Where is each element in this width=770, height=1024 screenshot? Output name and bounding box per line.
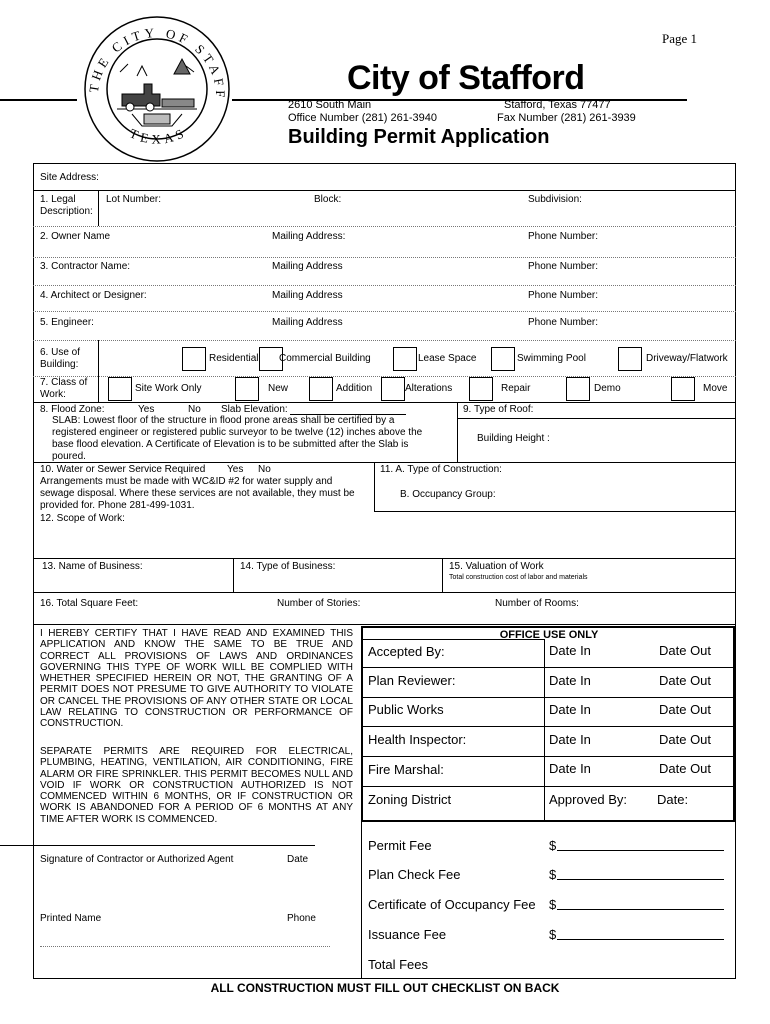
svg-text:TEXAS: TEXAS bbox=[127, 124, 190, 147]
engineer-name-label: 5. Engineer: bbox=[40, 317, 94, 328]
plan-reviewer-label: Plan Reviewer: bbox=[368, 673, 456, 688]
plan-check-fee-label: Plan Check Fee bbox=[368, 867, 461, 882]
plan-reviewer-date-out: Date Out bbox=[659, 673, 712, 688]
accepted-date-out: Date Out bbox=[659, 643, 712, 658]
public-works-label: Public Works bbox=[368, 702, 444, 717]
roof-type-label: 9. Type of Roof: bbox=[463, 404, 534, 415]
form-title: Building Permit Application bbox=[288, 126, 550, 148]
scope-of-work-label: 12. Scope of Work: bbox=[40, 513, 125, 524]
alterations-checkbox[interactable] bbox=[381, 377, 405, 401]
demo-checkbox[interactable] bbox=[566, 377, 590, 401]
permit-fee-dollar: $ bbox=[549, 838, 557, 853]
driveway-flatwork-label: Driveway/Flatwork bbox=[646, 353, 728, 364]
valuation-note: Total construction cost of labor and materials bbox=[449, 574, 588, 581]
zoning-district-label: Zoning District bbox=[368, 792, 452, 807]
city-seal bbox=[82, 14, 232, 164]
class-of-work-label: 7. Class of Work: bbox=[40, 377, 88, 400]
header-left-rule bbox=[0, 99, 77, 101]
residential-checkbox[interactable] bbox=[182, 347, 206, 371]
co-fee-label: Certificate of Occupancy Fee bbox=[368, 897, 536, 912]
stories-label: Number of Stories: bbox=[277, 598, 361, 609]
driveway-flatwork-checkbox[interactable] bbox=[618, 347, 642, 371]
lot-number-label: Lot Number: bbox=[106, 194, 162, 205]
fire-marshal-date-in: Date In bbox=[549, 761, 591, 776]
approved-date-label: Date: bbox=[657, 792, 689, 807]
site-work-only-checkbox[interactable] bbox=[108, 377, 132, 401]
owner-name-label: 2. Owner Name bbox=[40, 231, 111, 242]
fire-marshal-label: Fire Marshal: bbox=[368, 762, 444, 777]
square-feet-label: 16. Total Square Feet: bbox=[40, 598, 139, 609]
business-type-label: 14. Type of Business: bbox=[240, 561, 336, 572]
legal-description-label: 1. Legal Description: bbox=[40, 194, 93, 217]
accepted-by-label: Accepted By: bbox=[368, 644, 445, 659]
alterations-label: Alterations bbox=[405, 383, 453, 394]
move-checkbox[interactable] bbox=[671, 377, 695, 401]
footer-notice: ALL CONSTRUCTION MUST FILL OUT CHECKLIST ON BACK bbox=[210, 981, 560, 995]
owner-mailing-label: Mailing Address: bbox=[272, 231, 346, 242]
slab-elevation-label: Slab Elevation: bbox=[221, 404, 288, 415]
business-name-label: 13. Name of Business: bbox=[42, 561, 143, 572]
plan-reviewer-date-in: Date In bbox=[549, 673, 591, 688]
engineer-phone-label: Phone Number: bbox=[528, 317, 599, 328]
signature-date-label: Date bbox=[287, 854, 309, 865]
city-name: City of Stafford bbox=[347, 59, 585, 97]
repair-checkbox[interactable] bbox=[469, 377, 493, 401]
new-checkbox[interactable] bbox=[235, 377, 259, 401]
swimming-pool-checkbox[interactable] bbox=[491, 347, 515, 371]
construction-type-label: 11. A. Type of Construction: bbox=[380, 464, 502, 475]
site-address-field[interactable] bbox=[100, 167, 730, 187]
addition-label: Addition bbox=[336, 383, 373, 394]
flood-zone-label: 8. Flood Zone: bbox=[40, 404, 105, 415]
co-fee-field[interactable] bbox=[557, 909, 724, 910]
printed-name-label: Printed Name bbox=[40, 913, 102, 924]
issuance-fee-dollar: $ bbox=[549, 927, 557, 942]
city-state-zip: Stafford, Texas 77477 bbox=[504, 99, 611, 111]
slab-note: SLAB: Lowest floor of the structure in flood prone areas shall be certified by a registered engineer or registered public surveyor to be twelve (12) inches above the base flood elevation. A Certificate of Elevation is to be submitted after the Slab is poured. bbox=[52, 415, 423, 462]
repair-label: Repair bbox=[501, 383, 531, 394]
printed-name-line[interactable] bbox=[40, 946, 330, 947]
lease-space-checkbox[interactable] bbox=[393, 347, 417, 371]
occupancy-group-label: B. Occupancy Group: bbox=[400, 489, 496, 500]
signature-phone-label: Phone bbox=[287, 913, 316, 924]
contractor-phone-label: Phone Number: bbox=[528, 261, 599, 272]
new-label: New bbox=[268, 383, 289, 394]
water-sewer-yes[interactable]: Yes bbox=[227, 464, 244, 475]
health-inspector-date-in: Date In bbox=[549, 732, 591, 747]
valuation-label: 15. Valuation of Work bbox=[449, 561, 544, 572]
architect-phone-label: Phone Number: bbox=[528, 290, 599, 301]
scope-of-work-field[interactable] bbox=[40, 527, 730, 555]
total-fees-label: Total Fees bbox=[368, 957, 428, 972]
flood-zone-no[interactable]: No bbox=[188, 404, 201, 415]
swimming-pool-label: Swimming Pool bbox=[517, 353, 586, 364]
flood-zone-yes[interactable]: Yes bbox=[138, 404, 155, 415]
fire-marshal-date-out: Date Out bbox=[659, 761, 712, 776]
move-label: Move bbox=[703, 383, 728, 394]
site-address-label: Site Address: bbox=[40, 172, 99, 183]
office-phone: Office Number (281) 261-3940 bbox=[288, 112, 437, 124]
architect-mailing-label: Mailing Address bbox=[272, 290, 343, 301]
block-label: Block: bbox=[314, 194, 342, 205]
page-number: Page 1 bbox=[662, 31, 698, 46]
approved-by-label: Approved By: bbox=[549, 792, 628, 807]
demo-label: Demo bbox=[594, 383, 621, 394]
residential-label: Residential bbox=[209, 353, 259, 364]
health-inspector-date-out: Date Out bbox=[659, 732, 712, 747]
architect-name-label: 4. Architect or Designer: bbox=[40, 290, 147, 301]
signature-label: Signature of Contractor or Authorized Agent bbox=[40, 854, 234, 865]
building-height-label: Building Height : bbox=[477, 433, 550, 444]
owner-phone-label: Phone Number: bbox=[528, 231, 599, 242]
health-inspector-label: Health Inspector: bbox=[368, 732, 467, 747]
svg-text:THE CITY OF STAFFORD: THE CITY OF STAFF bbox=[85, 24, 229, 102]
public-works-date-out: Date Out bbox=[659, 702, 712, 717]
engineer-mailing-label: Mailing Address bbox=[272, 317, 343, 328]
site-work-only-label: Site Work Only bbox=[135, 383, 202, 394]
addition-checkbox[interactable] bbox=[309, 377, 333, 401]
water-sewer-no[interactable]: No bbox=[258, 464, 271, 475]
permit-fee-label: Permit Fee bbox=[368, 838, 432, 853]
contractor-name-label: 3. Contractor Name: bbox=[40, 261, 131, 272]
office-use-title: OFFICE USE ONLY bbox=[499, 629, 599, 641]
water-sewer-label: 10. Water or Sewer Service Required bbox=[40, 464, 206, 475]
lease-space-label: Lease Space bbox=[418, 353, 477, 364]
accepted-date-in: Date In bbox=[549, 643, 591, 658]
subdivision-label: Subdivision: bbox=[528, 194, 582, 205]
public-works-date-in: Date In bbox=[549, 702, 591, 717]
issuance-fee-label: Issuance Fee bbox=[368, 927, 447, 942]
plan-check-fee-field[interactable] bbox=[557, 879, 724, 880]
issuance-fee-field[interactable] bbox=[557, 939, 724, 940]
co-fee-dollar: $ bbox=[549, 897, 557, 912]
certification-text: I HEREBY CERTIFY THAT I HAVE READ AND EXAMINED THIS APPLICATION AND KNOW THE SAME TO BE TRUE AND CORRECT ALL PROVISIONS OF LAWS AND ORDINANCES GOVERNING THIS TYPE OF WORK WILL BE COMPLIED WITH WHETHER SPECIFIED HEREIN OR NOT, THE GRANTING OF A PERMIT DOES NOT PRESUME TO GIVE AUTHORITY TO VIOLATE OR CANCEL THE PROVISIONS OF ANY OTHER STATE OR LOCAL LAW RELATING TO CONSTRUCTION OR PERFORMANCE OF CONSTRUCTION. bbox=[40, 628, 353, 730]
contractor-mailing-label: Mailing Address bbox=[272, 261, 343, 272]
commercial-building-label: Commercial Building bbox=[279, 353, 371, 364]
use-of-building-label: 6. Use of Building: bbox=[40, 347, 81, 370]
signature-line[interactable] bbox=[0, 845, 315, 846]
city-address: 2610 South Main bbox=[288, 99, 372, 111]
permit-requirements-text: SEPARATE PERMITS ARE REQUIRED FOR ELECTRICAL, PLUMBING, HEATING, VENTILATION, AIR CONDITIONING, FIRE ALARM OR FIRE SPRINKLER. THIS PERMIT BECOMES NULL AND VOID IF WORK OR CONSTRUCTION AUTHORIZED IS NOT COMMENCED WITHIN 6 MONTHS, OR IF CONSTRUCTION OR WORK IS ABANDONED FOR A PERIOD OF 6 MONTHS AT ANY TIME AFTER WORK IS COMMENCED. bbox=[40, 746, 353, 825]
fax-number: Fax Number (281) 261-3939 bbox=[497, 112, 636, 124]
permit-fee-field[interactable] bbox=[557, 850, 724, 851]
rooms-label: Number of Rooms: bbox=[495, 598, 579, 609]
plan-check-fee-dollar: $ bbox=[549, 867, 557, 882]
water-sewer-note: Arrangements must be made with WC&ID #2 for water supply and sewage disposal. Where these services are not available, they must be provided for. Phone 281-499-1031. bbox=[40, 476, 355, 511]
